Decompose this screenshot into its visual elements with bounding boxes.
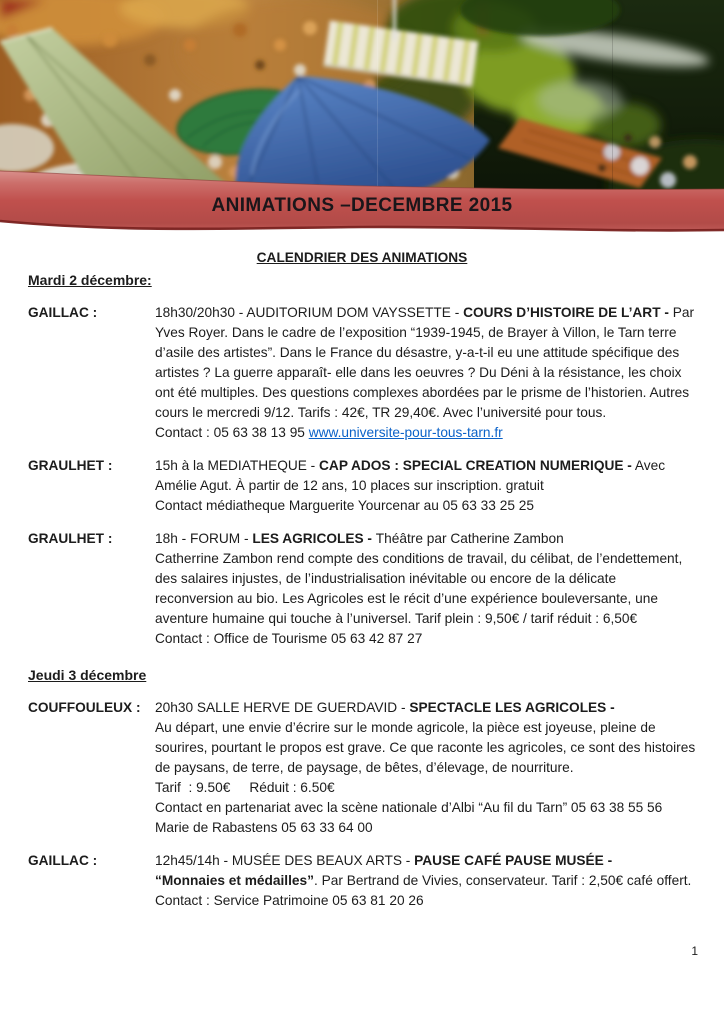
event-description (155, 698, 696, 838)
text-run: 12h45/14h - MUSÉE DES BEAUX ARTS - (155, 853, 415, 868)
text-run: COURS D’HISTOIRE DE L’ART - (463, 305, 673, 320)
document-title: ANIMATIONS –DECEMBRE 2015 (211, 195, 513, 216)
text-run: CAP ADOS : SPECIAL CREATION NUMERIQUE - (319, 458, 632, 473)
text-run: 20h30 SALLE HERVE DE GUERDAVID - (155, 700, 410, 715)
text-run: Contact : Service Patrimoine 05 63 81 20 26 (155, 893, 424, 908)
event-location: GAILLAC : (28, 305, 98, 320)
event-row (28, 698, 696, 838)
text-run: Marie de Rabastens 05 63 33 64 00 (155, 820, 373, 835)
event-row (28, 851, 696, 911)
event-location: GRAULHET : (28, 458, 113, 473)
text-run: Au départ, une envie d’écrire sur le monde agricole, la pièce est joyeuse, pleine de sourires, pourtant le propos est grave. Ce que raconte les agricoles, ce sont des histoires de paysans, de terre, de paysage, de bêtes, d’élevage, de nourriture. (155, 720, 696, 775)
text-run: Catherrine Zambon rend compte des conditions de travail, du célibat, de l’endettement, des salaires injustes, de l’industrialisation inévitable ou encore de la délicate reconversion au bio. Les Agricoles est le récit d’une expérience bouleversante, une aventure humaine qui touche à l’universel. Tarif plein : 9,50€ / tarif réduit : 6,50€ (155, 551, 683, 626)
text-run: Par Yves Royer. Dans le cadre de l’exposition “1939-1945, de Brayer à Villon, le Tarn terre d’asile des artistes”. Dans le France du désastre, y-a-t-il eu une attitude spécifique des artistes ? La guerre apparaît- elle dans les oeuvres ? Du Déni à la résistance, les choix ont été multiples. Des questions complexes abordées par le prisme de l’historien. Autres cours le mercredi 9/12. Tarifs : 42€, TR 29,40€. Avec l’université pour tous. (155, 305, 695, 420)
text-run: SPECTACLE LES AGRICOLES - (409, 700, 615, 715)
page-number: 1 (691, 944, 698, 958)
event-description (155, 303, 696, 443)
text-run: Théâtre par Catherine Zambon (375, 531, 564, 546)
event-row (28, 456, 696, 516)
event-description (155, 529, 696, 649)
text-run: 18h - FORUM - (155, 531, 253, 546)
text-run: Avec Amélie Agut. À partir de 12 ans, 10 places sur inscription. gratuit (155, 458, 666, 493)
text-run: “Monnaies et médailles” (155, 873, 314, 888)
website-link[interactable]: www.universite-pour-tous-tarn.fr (308, 425, 503, 440)
day-heading-mardi-2-decembre: Mardi 2 décembre: (28, 272, 152, 288)
text-run: Contact : Office de Tourisme 05 63 42 87 27 (155, 631, 423, 646)
text-run: . Par Bertrand de Vivies, conservateur. Tarif : 2,50€ café offert. (313, 873, 692, 888)
text-run: Tarif : 9.50€ Réduit : 6.50€ (155, 780, 335, 795)
awning-pole (393, 0, 396, 40)
text-run: PAUSE CAFÉ PAUSE MUSÉE - (414, 853, 613, 868)
event-location: GAILLAC : (28, 853, 98, 868)
text-run: Contact médiatheque Marguerite Yourcenar au 05 63 33 25 25 (155, 498, 534, 513)
event-row (28, 303, 696, 443)
text-run: 15h à la MEDIATHEQUE - (155, 458, 320, 473)
header-photo (0, 0, 724, 236)
event-location: GRAULHET : (28, 531, 113, 546)
event-row (28, 529, 696, 649)
text-run: Contact en partenariat avec la scène nationale d’Albi “Au fil du Tarn” 05 63 38 55 56 (155, 800, 663, 815)
event-description (155, 851, 696, 911)
text-run: 18h30/20h30 - AUDITORIUM DOM VAYSSETTE - (155, 305, 464, 320)
event-description (155, 456, 696, 516)
text-run: LES AGRICOLES - (252, 531, 376, 546)
calendar-content (0, 248, 724, 911)
day-heading-jeudi-3-decembre: Jeudi 3 décembre (28, 667, 147, 683)
calendar-title: CALENDRIER DES ANIMATIONS (256, 250, 468, 265)
event-location: COUFFOULEUX : (28, 700, 141, 715)
text-run: Contact : 05 63 38 13 95 (155, 425, 309, 440)
